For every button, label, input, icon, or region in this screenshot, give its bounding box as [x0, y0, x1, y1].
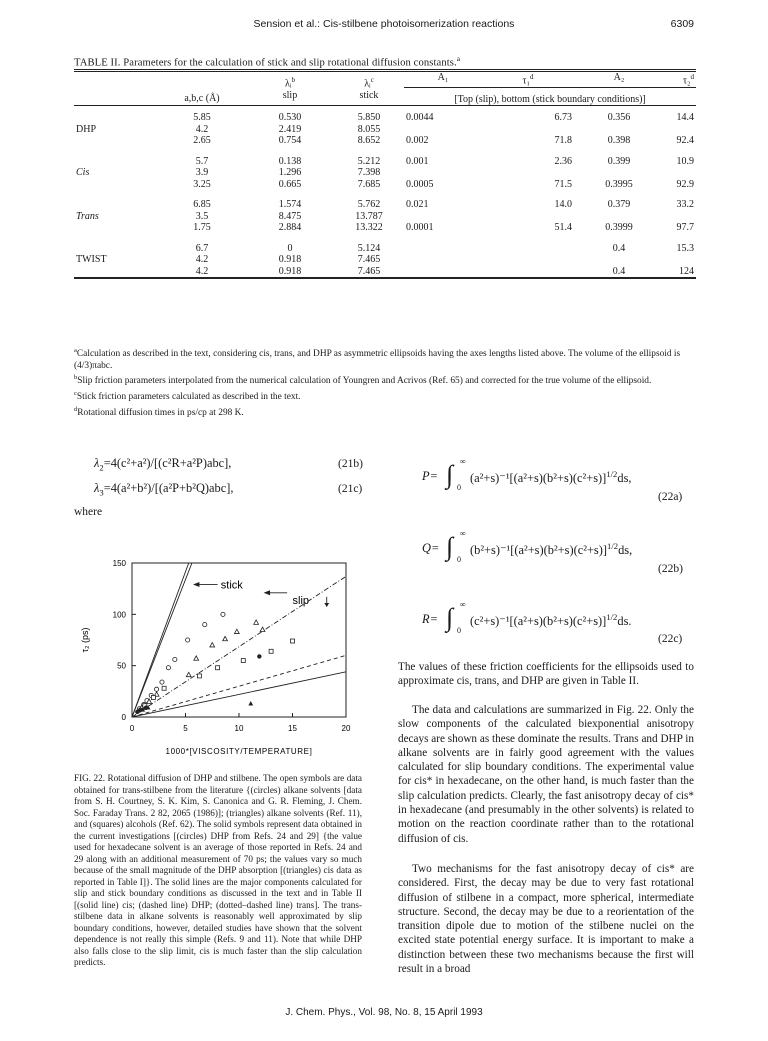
data-point-open-triangle	[210, 643, 215, 647]
data-point-open-circle	[186, 638, 190, 642]
table-caption: TABLE II. Parameters for the calculation of stick and slip rotational diffusion constants.$^a$	[74, 54, 461, 69]
table-cell: 4.2	[195, 254, 209, 266]
slip-annotation: slip	[292, 594, 310, 607]
table-cell: 97.7	[676, 222, 694, 234]
table-cell: 8.055	[357, 123, 381, 135]
table-cell: 3.9	[195, 167, 209, 179]
table-cell: 33.2	[676, 199, 694, 211]
table-row	[74, 266, 696, 279]
data-point-filled-circle	[257, 654, 261, 658]
table-cell: 0.379	[607, 199, 631, 211]
table-row	[74, 211, 696, 223]
header-a1: A₁	[404, 71, 482, 88]
table-footnotes	[74, 345, 696, 419]
table-cell: 0.0044	[406, 112, 434, 124]
table-cell: 0.138	[278, 155, 302, 167]
table-cell: 2.884	[278, 222, 302, 234]
row-group-label: Cis	[76, 167, 90, 179]
equation-22a: P= ∫ ∞ 0 $(a^2+s)^{-1}[(a^2+s)(b^2+s)(c^2+s)]^{1/2}ds$,	[422, 457, 632, 492]
table-cell: 0.021	[406, 199, 429, 211]
table-cell: 5.7	[195, 155, 209, 167]
table-cell	[664, 254, 696, 266]
table-cell: 5.85	[193, 112, 211, 124]
table-cell	[574, 211, 664, 223]
table-cell: 0.0001	[406, 222, 434, 234]
table-cell	[404, 243, 482, 255]
x-tick-label: 20	[341, 724, 351, 733]
row-group-label	[74, 179, 158, 191]
table-row	[74, 135, 696, 147]
equation-21b: $\lambda_2=4(c^2+a^2)/[(c^2R+a^2P)abc]$,	[94, 456, 232, 473]
row-group-label	[74, 243, 158, 255]
table-footnote: $^c$Stick friction parameters calculated as described in the text.	[74, 390, 301, 403]
table-cell: 0.918	[278, 265, 302, 277]
table-cell: 7.465	[357, 265, 381, 277]
table-cell: 2.419	[278, 123, 302, 135]
table-cell: 8.652	[357, 135, 381, 147]
table-cell: 1.296	[278, 167, 302, 179]
table-cell: 5.212	[357, 155, 381, 167]
row-group-label: TWIST	[76, 254, 107, 266]
table-cell: 92.4	[676, 135, 694, 147]
row-group-label	[74, 112, 158, 124]
equation-22c: R= ∫ ∞ 0 $(c^2+s)^{-1}[(a^2+s)(b^2+s)(c^2+s)]^{1/2}ds$.	[422, 600, 632, 635]
data-point-filled-triangle	[248, 701, 253, 705]
table-row	[74, 112, 696, 124]
table-row	[74, 222, 696, 234]
data-point-open-triangle	[234, 629, 239, 633]
table-cell: 7.465	[357, 254, 381, 266]
table-cell	[404, 167, 482, 179]
x-tick-label: 0	[129, 724, 135, 733]
row-group-label	[74, 135, 158, 147]
y-tick-label: 50	[117, 661, 126, 671]
header-abc: a,b,c (Å)	[184, 93, 220, 105]
running-title: Sension et al.: Cis-stilbene photoisomerization reactions	[253, 18, 515, 30]
equation-22a-number: (22a)	[658, 491, 683, 503]
table-cell: 0.918	[278, 254, 302, 266]
header-tau2: τ₂$^d$	[664, 71, 696, 88]
table-cell: 71.8	[554, 135, 572, 147]
figure-22-chart	[74, 548, 374, 760]
table-cell	[664, 167, 696, 179]
equation-22b: Q= ∫ ∞ 0 $(b^2+s)^{-1}[(a^2+s)(b^2+s)(c^2+s)]^{1/2}ds$,	[422, 529, 633, 564]
table-cell: 0.4	[612, 265, 626, 277]
table-cell: 124	[679, 265, 694, 277]
header-stick: λᵢ$^c$ stick	[334, 71, 404, 106]
table-row	[74, 156, 696, 168]
table-cell: 0.3999	[605, 222, 633, 234]
table-cell: 51.4	[554, 222, 572, 234]
data-point-open-square	[241, 659, 245, 663]
header-a2: A₂	[574, 71, 664, 88]
table-cell: 13.322	[355, 222, 383, 234]
row-group-label	[74, 266, 158, 279]
running-header	[0, 18, 768, 34]
table-cell: 3.25	[193, 178, 211, 190]
equation-22b-number: (22b)	[658, 563, 683, 575]
table-cell	[404, 266, 482, 279]
equation-21b-number: (21b)	[338, 458, 363, 470]
data-point-open-square	[197, 674, 201, 678]
table-cell: 0.4	[612, 242, 626, 254]
row-group-label: Trans	[76, 210, 99, 222]
y-axis-label: τ₂ (ps)	[80, 627, 90, 653]
data-point-open-triangle	[194, 656, 199, 660]
table-cell: 6.85	[193, 199, 211, 211]
data-point-open-square	[291, 639, 295, 643]
y-tick-label: 0	[121, 713, 126, 722]
data-point-open-square	[216, 666, 220, 670]
data-point-open-circle	[173, 657, 177, 661]
body-paragraph-2: The data and calculations are summarized in Fig. 22. Only the slow components of the calculated biexponential anisotropy decays are shown as these dominate the results. Trans and DHP in alkane solvents are in fairly good agreement with the values calculated for slip boundary conditions. The experimental value for cis* in hexadecane, on the other hand, is much faster than the slip calculation predicts. Clearly, the fast anisotropy decay of cis* in hexadecane (and presumably in the other solvents) is related to motion on the reaction coordinate rather than to the rotational diffusion of cis.	[398, 704, 694, 845]
table-cell	[482, 124, 574, 136]
table-cell	[482, 211, 574, 223]
x-tick-label: 15	[288, 724, 297, 733]
parameters-table	[74, 69, 696, 281]
table-footnote: $^b$Slip friction parameters interpolated from the numerical calculation of Youngren and Acrivos (Ref. 65) and corrected for the true volume of the ellipsoid.	[74, 374, 652, 387]
stick-arrow-head	[193, 582, 199, 587]
table-cell: 3.5	[195, 210, 209, 222]
table-footnote: $^d$Rotational diffusion times in ps/cp at 298 K.	[74, 405, 244, 418]
fit-line-dotted-dashed	[132, 576, 346, 717]
table-cell: 14.0	[554, 199, 572, 211]
table-cell	[482, 266, 574, 279]
table-row	[74, 243, 696, 255]
table-cell: 0.665	[278, 178, 302, 190]
table-cell: 5.762	[357, 199, 381, 211]
table-cell: 10.9	[676, 155, 694, 167]
table-cell	[664, 124, 696, 136]
table-cell	[482, 243, 574, 255]
table-cell: 0.002	[406, 135, 429, 147]
table-cell: 7.685	[357, 178, 381, 190]
table-cell: 71.5	[554, 178, 572, 190]
table-cell	[664, 211, 696, 223]
y-tick-label: 150	[112, 559, 126, 568]
data-point-open-triangle	[186, 672, 191, 676]
table-cell	[404, 124, 482, 136]
stick-annotation: stick	[220, 579, 243, 592]
table-cell: 0.399	[607, 155, 631, 167]
data-point-open-square	[151, 695, 155, 699]
table-cell: 6.73	[554, 112, 572, 124]
table-cell: 5.850	[357, 112, 381, 124]
table-row	[74, 199, 696, 211]
header-tau1: τ₁$^d$	[482, 71, 574, 88]
row-group-label	[74, 199, 158, 211]
body-paragraph-3: Two mechanisms for the fast anisotropy decay of cis* are considered. First, the decay may be due to very fast rotational diffusion of stilbene in a compact, more spherical, intermediate structure. Second, the decay may be due to a reorientation of the transition dipole due to motion of the stilbene nuclei on the excited state potential energy surface. It is important to make a distinction between these two mechanisms because the first will result in a broad	[398, 863, 694, 976]
table-header-row-1	[74, 71, 696, 88]
table-cell: 0.356	[607, 112, 631, 124]
slip-arrow-head	[264, 590, 270, 595]
table-cell: 0.754	[278, 135, 302, 147]
slip-down-arrow-head	[324, 603, 329, 607]
table-cell: 8.475	[278, 210, 302, 222]
integral-sign: ∫	[446, 460, 454, 489]
fit-line-solid	[132, 563, 189, 717]
table-cell: 0.0005	[406, 178, 434, 190]
table-cell: 15.3	[676, 242, 694, 254]
table-cell: 5.124	[357, 242, 381, 254]
equation-21c-number: (21c)	[338, 483, 363, 495]
table-cell: 7.398	[357, 167, 381, 179]
table-cell: 4.2	[195, 265, 209, 277]
x-axis-label: 1000*[VISCOSITY/TEMPERATURE]	[165, 747, 313, 756]
x-tick-label: 10	[234, 724, 244, 733]
data-point-open-triangle	[254, 620, 259, 624]
data-point-open-triangle	[223, 636, 228, 640]
row-group-label	[74, 222, 158, 234]
data-point-open-square	[162, 686, 166, 690]
table-cell	[574, 167, 664, 179]
data-point-open-circle	[203, 623, 207, 627]
table-row	[74, 254, 696, 266]
body-paragraph-1: The values of these friction coefficients for the ellipsoids used to approximate cis, trans, and DHP are given in Table II.	[398, 661, 694, 688]
table-cell: 1.574	[278, 199, 302, 211]
table-cell	[482, 167, 574, 179]
row-group-label	[74, 156, 158, 168]
table-cell	[404, 211, 482, 223]
table-cell: 14.4	[676, 112, 694, 124]
table-row	[74, 124, 696, 136]
table-cell	[404, 254, 482, 266]
table-cell: 4.2	[195, 123, 209, 135]
data-point-open-triangle	[260, 627, 265, 631]
equation-22c-number: (22c)	[658, 633, 683, 645]
data-point-open-circle	[155, 687, 159, 691]
table-cell: 0.530	[278, 112, 302, 124]
table-cell: 0.3995	[605, 178, 633, 190]
fit-line-solid	[132, 563, 192, 717]
table-row	[74, 179, 696, 191]
x-tick-label: 5	[183, 724, 188, 733]
table-cell	[574, 254, 664, 266]
table-row	[74, 167, 696, 179]
where-text: where	[74, 506, 103, 518]
table-cell: 1.75	[193, 222, 211, 234]
data-point-open-circle	[221, 612, 225, 616]
table-cell: 0.398	[607, 135, 631, 147]
data-point-open-circle	[166, 666, 170, 670]
fit-line-solid	[132, 672, 346, 717]
table-cell	[482, 254, 574, 266]
table-cell: 2.65	[193, 135, 211, 147]
table-cell: 92.9	[676, 178, 694, 190]
page-number: 6309	[670, 18, 694, 30]
table-cell: 13.787	[355, 210, 383, 222]
header-spanner: [Top (slip), bottom (stick boundary conditions)]	[404, 87, 696, 106]
table-cell: 0	[287, 242, 293, 254]
journal-footer: J. Chem. Phys., Vol. 98, No. 8, 15 April 1993	[285, 1007, 483, 1018]
data-point-open-square	[269, 649, 273, 653]
table-footnote: $^a$Calculation as described in the text, considering cis, trans, and DHP as asymmetric ellipsoids having the axes lengths listed above. The volume of the ellipsoid is (4/3)πabc.	[74, 347, 681, 371]
y-tick-label: 100	[112, 610, 126, 620]
data-point-open-circle	[160, 680, 164, 684]
table-cell: 2.36	[554, 155, 572, 167]
table-cell: 6.7	[195, 242, 209, 254]
table-cell: 0.001	[406, 155, 429, 167]
figure-caption: FIG. 22. Rotational diffusion of DHP and stilbene. The open symbols are data obtained for trans-stilbene from the literature {(circles) alkane solvents [data from S. H. Courtney, S. K. Kim, S. Canonica and G. R. Fleming, J. Chem. Soc. Faraday Trans. 2 82, 2065 (1986)]; (triangles) alkane solvents (Ref. 11), and (squares) alcohols (Ref. 62). The solid symbols represent data obtained in the current investigations [(circles) DHP from Refs. 24 and 29] {the value used for hexadecane solvent is an average of those reported in Refs. 24 and 29 along with an additional measurement of 70 ps; the values vary so much because of the small magnitude of the DHP absorption [(triangles) cis data as reported in Table I]}. The solid lines are the major components calculated for slip and stick boundary conditions as discussed in the text and in Table II [(solid line) cis; (dashed line) DHP; (dotted–dashed line) trans]. The trans-stilbene data in alkane solvents is reasonably well approximated by slip boundary conditions, however, detailed studies have shown that the solvent dependence is not really this simple (Refs. 9 and 11). Note that while DHP also falls close to the slip limit, cis is much faster than the slip calculation predicts.	[74, 773, 362, 967]
table-cell	[574, 124, 664, 136]
row-group-label: DHP	[76, 123, 97, 135]
header-slip: λᵢ$^b$ slip	[246, 71, 334, 106]
equation-21c: $\lambda_3=4(a^2+b^2)/[(a^2P+b^2Q)abc]$,	[94, 481, 234, 498]
